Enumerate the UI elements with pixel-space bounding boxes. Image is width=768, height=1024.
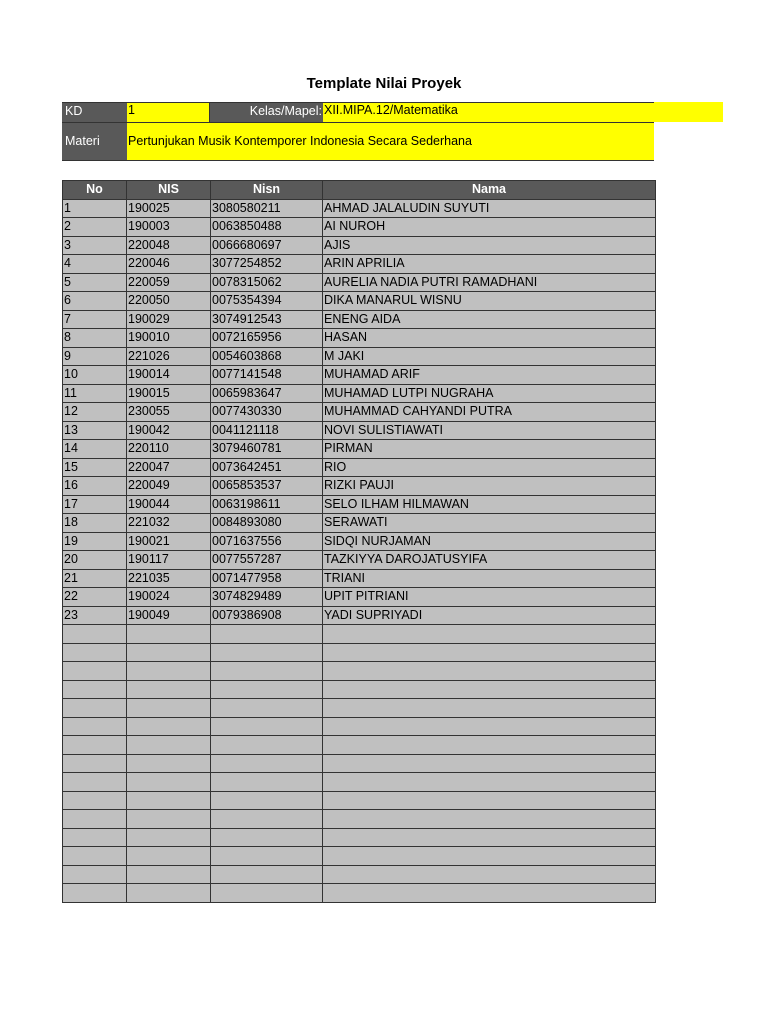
cell-nama[interactable]: DIKA MANARUL WISNU	[323, 292, 656, 311]
table-row	[63, 403, 656, 422]
cell-no[interactable]	[63, 828, 127, 847]
cell-nis[interactable]: 221026	[127, 347, 211, 366]
kd-kelas-row	[62, 102, 723, 122]
table-row	[63, 199, 656, 218]
cell-nisn[interactable]: 0063850488	[211, 218, 323, 237]
student-table	[62, 180, 656, 903]
cell-no[interactable]: 1	[63, 199, 127, 218]
cell-nis[interactable]	[127, 717, 211, 736]
cell-no[interactable]: 5	[63, 273, 127, 292]
table-row	[63, 366, 656, 385]
cell-nisn[interactable]	[211, 791, 323, 810]
table-row	[63, 477, 656, 496]
cell-nisn[interactable]: 0073642451	[211, 458, 323, 477]
cell-no[interactable]: 9	[63, 347, 127, 366]
cell-no[interactable]: 20	[63, 551, 127, 570]
cell-no[interactable]	[63, 773, 127, 792]
table-row	[63, 662, 656, 681]
cell-nisn[interactable]	[211, 643, 323, 662]
cell-no[interactable]: 12	[63, 403, 127, 422]
kelas-mapel-extra-cell[interactable]	[654, 102, 723, 122]
cell-nis[interactable]	[127, 791, 211, 810]
table-row	[63, 699, 656, 718]
cell-nisn[interactable]: 3080580211	[211, 199, 323, 218]
cell-no[interactable]: 16	[63, 477, 127, 496]
cell-nisn[interactable]: 0054603868	[211, 347, 323, 366]
cell-nisn[interactable]: 3077254852	[211, 255, 323, 274]
table-row	[63, 495, 656, 514]
cell-nama[interactable]: PIRMAN	[323, 440, 656, 459]
cell-nis[interactable]: 190003	[127, 218, 211, 237]
cell-nis[interactable]: 190010	[127, 329, 211, 348]
cell-nisn[interactable]	[211, 680, 323, 699]
cell-nama[interactable]: SELO ILHAM HILMAWAN	[323, 495, 656, 514]
cell-nis[interactable]: 190024	[127, 588, 211, 607]
cell-nis[interactable]: 190029	[127, 310, 211, 329]
cell-nisn[interactable]: 0065983647	[211, 384, 323, 403]
cell-nama[interactable]: RIZKI PAUJI	[323, 477, 656, 496]
cell-nis[interactable]: 221035	[127, 569, 211, 588]
cell-nama[interactable]	[323, 625, 656, 644]
cell-nama[interactable]: MUHAMAD LUTPI NUGRAHA	[323, 384, 656, 403]
cell-no[interactable]: 8	[63, 329, 127, 348]
cell-nis[interactable]	[127, 810, 211, 829]
cell-nisn[interactable]: 0065853537	[211, 477, 323, 496]
cell-nisn[interactable]: 0071477958	[211, 569, 323, 588]
cell-nama[interactable]: NOVI SULISTIAWATI	[323, 421, 656, 440]
table-row	[63, 625, 656, 644]
table-row	[63, 532, 656, 551]
cell-nisn[interactable]: 0075354394	[211, 292, 323, 311]
cell-nisn[interactable]: 0071637556	[211, 532, 323, 551]
cell-nis[interactable]	[127, 625, 211, 644]
materi-row	[62, 122, 654, 161]
cell-nis[interactable]: 190049	[127, 606, 211, 625]
cell-no[interactable]	[63, 680, 127, 699]
cell-nama[interactable]: UPIT PITRIANI	[323, 588, 656, 607]
table-row	[63, 514, 656, 533]
cell-nama[interactable]: AI NUROH	[323, 218, 656, 237]
cell-nis[interactable]: 190014	[127, 366, 211, 385]
cell-nisn[interactable]	[211, 884, 323, 903]
materi-label: Materi	[62, 122, 127, 161]
cell-no[interactable]: 4	[63, 255, 127, 274]
cell-nis[interactable]	[127, 884, 211, 903]
cell-nama[interactable]: SERAWATI	[323, 514, 656, 533]
cell-nama[interactable]: M JAKI	[323, 347, 656, 366]
cell-nama[interactable]: MUHAMAD ARIF	[323, 366, 656, 385]
table-row	[63, 717, 656, 736]
table-row	[63, 643, 656, 662]
cell-nis[interactable]: 220110	[127, 440, 211, 459]
cell-no[interactable]	[63, 736, 127, 755]
table-row	[63, 810, 656, 829]
cell-nis[interactable]	[127, 773, 211, 792]
cell-no[interactable]	[63, 754, 127, 773]
table-row	[63, 255, 656, 274]
cell-no[interactable]: 23	[63, 606, 127, 625]
cell-nisn[interactable]	[211, 754, 323, 773]
cell-nama[interactable]: AURELIA NADIA PUTRI RAMADHANI	[323, 273, 656, 292]
cell-no[interactable]: 14	[63, 440, 127, 459]
cell-nis[interactable]: 190117	[127, 551, 211, 570]
cell-no[interactable]	[63, 847, 127, 866]
table-row	[63, 884, 656, 903]
cell-nisn[interactable]	[211, 828, 323, 847]
cell-nisn[interactable]	[211, 773, 323, 792]
cell-nis[interactable]: 220048	[127, 236, 211, 255]
cell-no[interactable]	[63, 699, 127, 718]
cell-nisn[interactable]	[211, 847, 323, 866]
cell-no[interactable]: 19	[63, 532, 127, 551]
cell-nis[interactable]	[127, 699, 211, 718]
cell-nisn[interactable]	[211, 662, 323, 681]
cell-nisn[interactable]: 3079460781	[211, 440, 323, 459]
cell-nisn[interactable]: 0084893080	[211, 514, 323, 533]
table-header-row	[63, 181, 656, 200]
cell-nama[interactable]	[323, 699, 656, 718]
cell-nama[interactable]	[323, 810, 656, 829]
cell-nama[interactable]	[323, 847, 656, 866]
cell-nisn[interactable]	[211, 625, 323, 644]
table-row	[63, 606, 656, 625]
column-header-nis: NIS	[127, 181, 211, 200]
cell-nama[interactable]: ENENG AIDA	[323, 310, 656, 329]
cell-nama[interactable]	[323, 754, 656, 773]
table-row	[63, 828, 656, 847]
cell-nisn[interactable]	[211, 810, 323, 829]
table-row	[63, 458, 656, 477]
table-row	[63, 218, 656, 237]
table-row	[63, 329, 656, 348]
cell-no[interactable]: 15	[63, 458, 127, 477]
cell-nama[interactable]: SIDQI NURJAMAN	[323, 532, 656, 551]
cell-nis[interactable]: 220047	[127, 458, 211, 477]
cell-nis[interactable]: 221032	[127, 514, 211, 533]
materi-value-cell[interactable]: Pertunjukan Musik Kontemporer Indonesia Secara Sederhana	[127, 122, 654, 161]
cell-no[interactable]	[63, 810, 127, 829]
cell-no[interactable]: 2	[63, 218, 127, 237]
cell-nis[interactable]: 190042	[127, 421, 211, 440]
cell-nama[interactable]	[323, 717, 656, 736]
table-row	[63, 773, 656, 792]
cell-nama[interactable]	[323, 643, 656, 662]
cell-no[interactable]: 11	[63, 384, 127, 403]
cell-nama[interactable]: ARIN APRILIA	[323, 255, 656, 274]
cell-nis[interactable]	[127, 754, 211, 773]
cell-no[interactable]	[63, 865, 127, 884]
cell-nisn[interactable]: 0078315062	[211, 273, 323, 292]
cell-nama[interactable]	[323, 828, 656, 847]
table-row	[63, 680, 656, 699]
table-row	[63, 236, 656, 255]
cell-nis[interactable]: 190021	[127, 532, 211, 551]
cell-nama[interactable]	[323, 791, 656, 810]
cell-nama[interactable]: AHMAD JALALUDIN SUYUTI	[323, 199, 656, 218]
table-row	[63, 791, 656, 810]
cell-no[interactable]	[63, 791, 127, 810]
cell-nisn[interactable]	[211, 699, 323, 718]
cell-nama[interactable]	[323, 884, 656, 903]
cell-no[interactable]: 13	[63, 421, 127, 440]
cell-nis[interactable]: 190025	[127, 199, 211, 218]
cell-nisn[interactable]: 0063198611	[211, 495, 323, 514]
cell-nama[interactable]	[323, 662, 656, 681]
table-row	[63, 569, 656, 588]
cell-nisn[interactable]	[211, 736, 323, 755]
table-row	[63, 421, 656, 440]
cell-nisn[interactable]	[211, 865, 323, 884]
cell-nama[interactable]	[323, 865, 656, 884]
cell-nis[interactable]: 190015	[127, 384, 211, 403]
cell-no[interactable]: 18	[63, 514, 127, 533]
cell-nama[interactable]: HASAN	[323, 329, 656, 348]
cell-nama[interactable]	[323, 736, 656, 755]
cell-nisn[interactable]: 0077430330	[211, 403, 323, 422]
cell-no[interactable]: 17	[63, 495, 127, 514]
cell-no[interactable]: 10	[63, 366, 127, 385]
cell-nama[interactable]: RIO	[323, 458, 656, 477]
table-row	[63, 865, 656, 884]
cell-nisn[interactable]: 0066680697	[211, 236, 323, 255]
table-row	[63, 588, 656, 607]
cell-nama[interactable]: YADI SUPRIYADI	[323, 606, 656, 625]
cell-nama[interactable]: TAZKIYYA DAROJATUSYIFA	[323, 551, 656, 570]
column-header-nama: Nama	[323, 181, 656, 200]
table-row	[63, 551, 656, 570]
cell-nis[interactable]	[127, 847, 211, 866]
kd-value-cell[interactable]: 1	[127, 102, 210, 122]
table-row	[63, 754, 656, 773]
cell-nisn[interactable]	[211, 717, 323, 736]
table-row	[63, 347, 656, 366]
cell-no[interactable]: 3	[63, 236, 127, 255]
cell-nis[interactable]: 220059	[127, 273, 211, 292]
table-body	[63, 199, 656, 902]
cell-nis[interactable]	[127, 828, 211, 847]
cell-nisn[interactable]: 0072165956	[211, 329, 323, 348]
cell-nisn[interactable]: 0077141548	[211, 366, 323, 385]
cell-no[interactable]	[63, 884, 127, 903]
cell-no[interactable]: 7	[63, 310, 127, 329]
table-row	[63, 292, 656, 311]
kelas-mapel-value-cell[interactable]: XII.MIPA.12/Matematika	[323, 102, 654, 122]
cell-nisn[interactable]: 3074829489	[211, 588, 323, 607]
cell-no[interactable]: 6	[63, 292, 127, 311]
cell-nama[interactable]: MUHAMMAD CAHYANDI PUTRA	[323, 403, 656, 422]
cell-nis[interactable]: 220050	[127, 292, 211, 311]
page-title: Template Nilai Proyek	[306, 75, 462, 92]
cell-no[interactable]	[63, 625, 127, 644]
cell-nis[interactable]: 220046	[127, 255, 211, 274]
column-header-nisn: Nisn	[211, 181, 323, 200]
cell-nis[interactable]	[127, 662, 211, 681]
cell-nisn[interactable]: 0077557287	[211, 551, 323, 570]
cell-no[interactable]: 21	[63, 569, 127, 588]
cell-nis[interactable]	[127, 736, 211, 755]
cell-nama[interactable]	[323, 680, 656, 699]
cell-nis[interactable]: 190044	[127, 495, 211, 514]
cell-no[interactable]	[63, 662, 127, 681]
cell-nisn[interactable]: 0079386908	[211, 606, 323, 625]
cell-nis[interactable]: 220049	[127, 477, 211, 496]
cell-nama[interactable]	[323, 773, 656, 792]
kelas-mapel-label: Kelas/Mapel:	[210, 102, 323, 122]
cell-nis[interactable]	[127, 865, 211, 884]
column-header-no: No	[63, 181, 127, 200]
cell-nis[interactable]: 230055	[127, 403, 211, 422]
cell-nama[interactable]: TRIANI	[323, 569, 656, 588]
table-row	[63, 440, 656, 459]
table-row	[63, 273, 656, 292]
table-row	[63, 384, 656, 403]
table-row	[63, 736, 656, 755]
cell-nis[interactable]	[127, 643, 211, 662]
table-row	[63, 310, 656, 329]
cell-nisn[interactable]: 3074912543	[211, 310, 323, 329]
table-row	[63, 847, 656, 866]
cell-nis[interactable]	[127, 680, 211, 699]
cell-nama[interactable]: AJIS	[323, 236, 656, 255]
cell-no[interactable]	[63, 717, 127, 736]
cell-no[interactable]: 22	[63, 588, 127, 607]
cell-nisn[interactable]: 0041121118	[211, 421, 323, 440]
cell-no[interactable]	[63, 643, 127, 662]
kd-label: KD	[62, 102, 127, 122]
